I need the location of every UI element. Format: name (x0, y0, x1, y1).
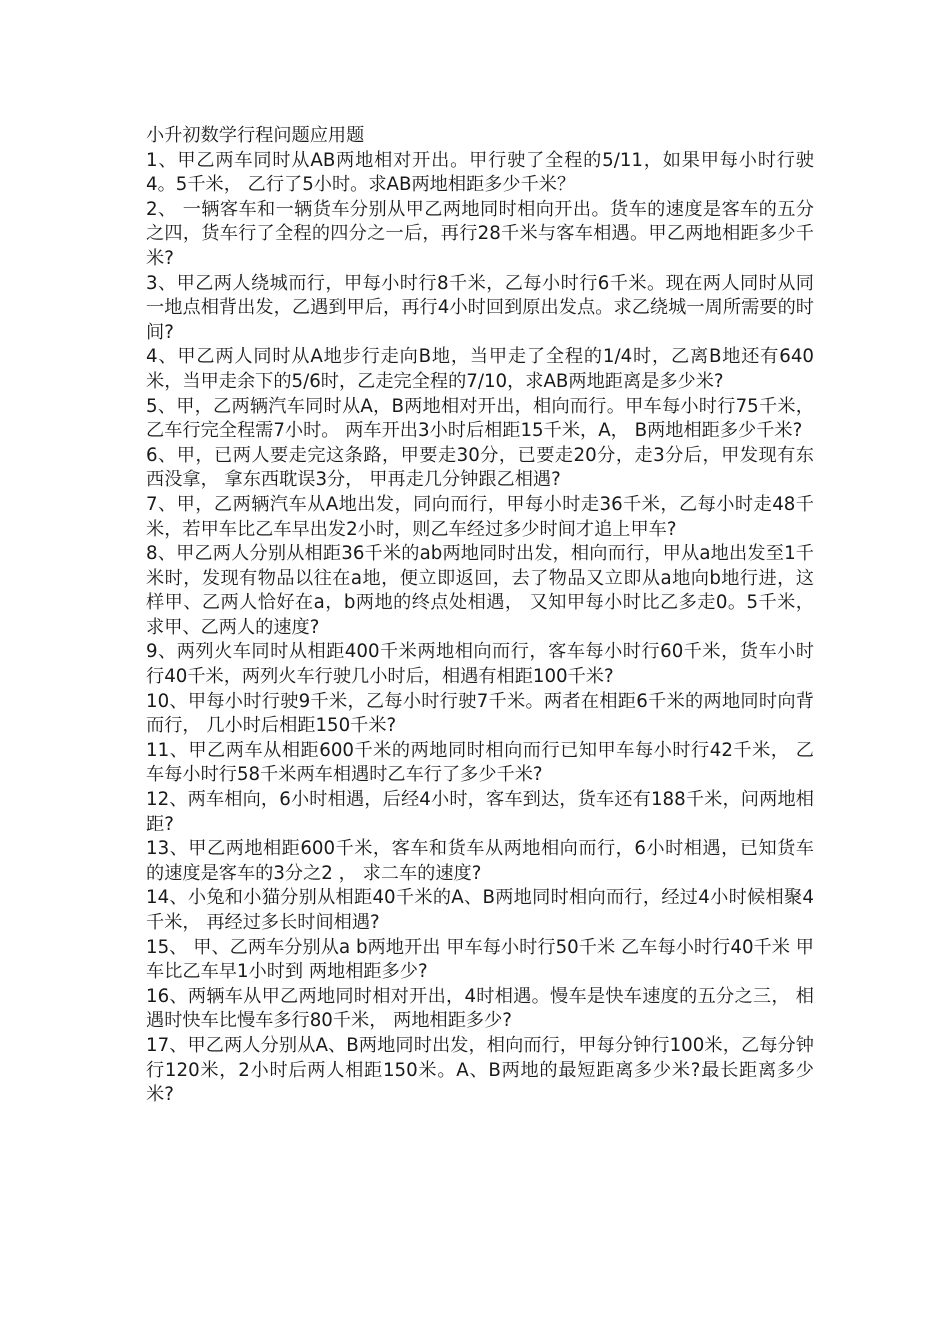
question-14: 14、小兔和小猫分别从相距40千米的A、B两地同时相向而行，经过4小时候相聚4千米， 再经过多长时间相遇? (146, 887, 814, 933)
question-2: 2、 一辆客车和一辆货车分别从甲乙两地同时相向开出。货车的速度是客车的五分之四，货车行了全程的四分之一后，再行28千米与客车相遇。甲乙两地相距多少千米? (146, 198, 814, 269)
question-6: 6、甲，已两人要走完这条路，甲要走30分，已要走20分，走3分后，甲发现有东西没拿， 拿东西耽误3分， 甲再走几分钟跟乙相遇? (146, 444, 814, 491)
document-page (146, 124, 814, 1108)
question-17: 17、甲乙两人分别从A、B两地同时出发，相向而行，甲每分钟行100米，乙每分钟行120米，2小时后两人相距150米。A、B两地的最短距离多少米?最长距离多少米? (146, 1034, 814, 1106)
question-4: 4、甲乙两人同时从A地步行走向B地，当甲走了全程的1/4时，乙离B地还有640米，当甲走余下的5/6时，乙走完全程的7/10，求AB两地距离是多少米? (146, 346, 814, 392)
question-11: 11、甲乙两车从相距600千米的两地同时相向而行已知甲车每小时行42千米， 乙车每小时行58千米两车相遇时乙车行了多少千米? (146, 739, 814, 786)
question-16: 16、两辆车从甲乙两地同时相对开出，4时相遇。慢车是快车速度的五分之三， 相遇时快车比慢车多行80千米， 两地相距多少? (146, 985, 814, 1032)
question-5: 5、甲，乙两辆汽车同时从A，B两地相对开出，相向而行。甲车每小时行75千米， 乙车行完全程需7小时。 两车开出3小时后相距15千米，A， B两地相距多少千米? (146, 395, 814, 442)
question-12: 12、两车相向，6小时相遇，后经4小时，客车到达，货车还有188千米，问两地相距? (146, 789, 814, 835)
question-9: 9、两列火车同时从相距400千米两地相向而行，客车每小时行60千米，货车小时行40千米，两列火车行驶几小时后，相遇有相距100千米? (146, 641, 814, 688)
question-1: 1、甲乙两车同时从AB两地相对开出。甲行驶了全程的5/11，如果甲每小时行驶4。5千米， 乙行了5小时。求AB两地相距多少千米？ (146, 149, 814, 196)
question-15: 15、 甲、乙两车分别从a b两地开出 甲车每小时行50千米 乙车每小时行40千米 甲车比乙车早1小时到 两地相距多少? (146, 936, 814, 983)
document-title: 小升初数学行程问题应用题 (146, 125, 365, 146)
question-3: 3、甲乙两人绕城而行，甲每小时行8千米，乙每小时行6千米。现在两人同时从同一地点相背出发，乙遇到甲后，再行4小时回到原出发点。求乙绕城一周所需要的时间? (146, 272, 814, 343)
question-8: 8、甲乙两人分别从相距36千米的ab两地同时出发，相向而行，甲从a地出发至1千米时，发现有物品以往在a地，便立即返回，去了物品又立即从a地向b地行进，这样甲、乙两人恰好在a，b两地的终点处相遇， 又知甲每小时比乙多走0。5千米， 求甲、乙两人的速度? (146, 543, 814, 638)
question-7: 7、甲，乙两辆汽车从A地出发，同向而行，甲每小时走36千米，乙每小时走48千米，若甲车比乙车早出发2小时，则乙车经过多少时间才追上甲车? (146, 493, 814, 540)
question-10: 10、甲每小时行驶9千米，乙每小时行驶7千米。两者在相距6千米的两地同时向背而行， 几小时后相距150千米? (146, 690, 814, 737)
question-13: 13、甲乙两地相距600千米，客车和货车从两地相向而行，6小时相遇，已知货车的速度是客车的3分之2 ， 求二车的速度? (146, 838, 814, 884)
